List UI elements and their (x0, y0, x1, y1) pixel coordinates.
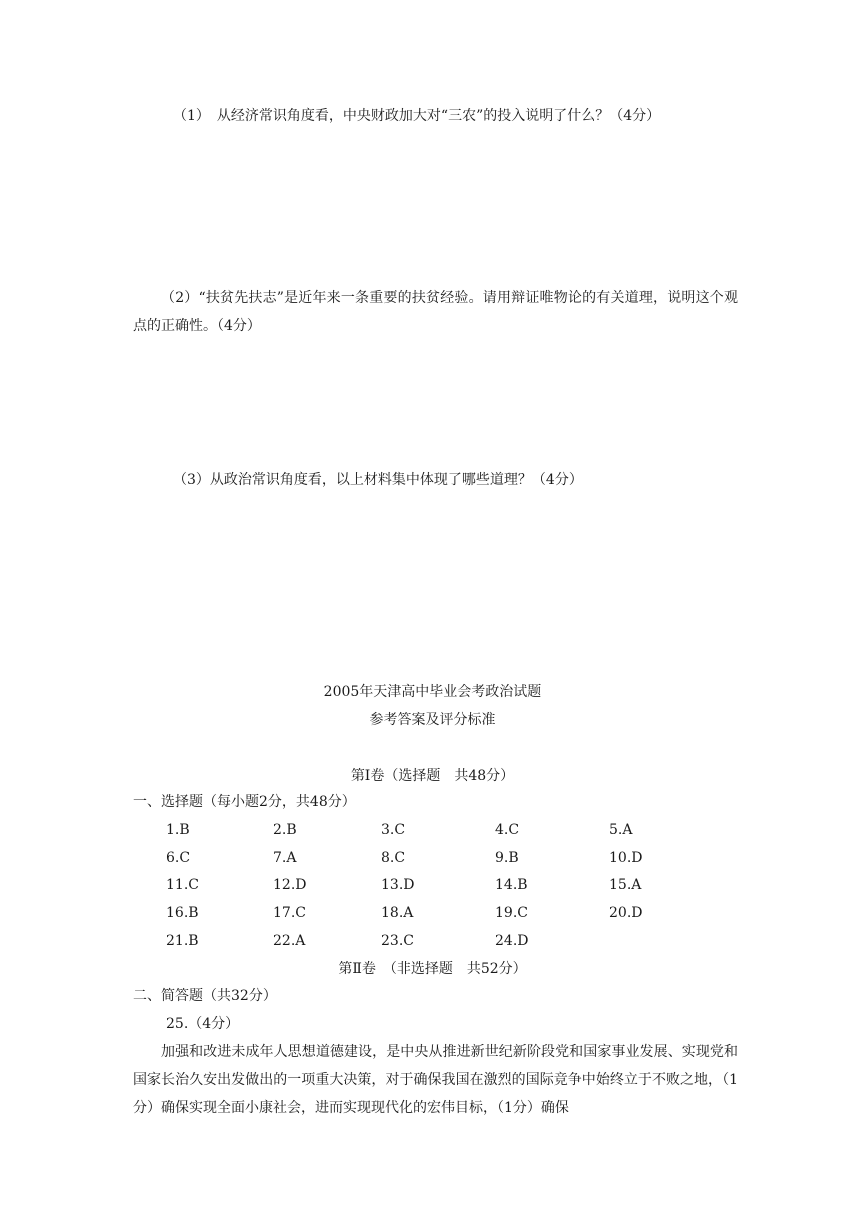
answer-cell: 24.D (495, 933, 529, 949)
answer-key-title: 2005年天津高中毕业会考政治试题 (323, 684, 542, 700)
answer-cell: 18.A (381, 905, 414, 921)
section2-heading: 二、简答题（共32分） (133, 988, 277, 1004)
answer-cell: 4.C (495, 822, 520, 838)
answer-cell: 14.B (495, 877, 528, 893)
answer-cell: 12.D (273, 877, 307, 893)
q25-answer-text: 加强和改进未成年人思想道德建设，是中央从推进新世纪新阶段党和国家事业发展、实现党和国家长治久安出发做出的一项重大决策，对于确保我国在激烈的国际竞争中始终立于不败之地，（1分）确保实现全面小康社会，进而实现现代化的宏伟目标，（1分）确保 (133, 1044, 738, 1116)
answer-cell: 2.B (273, 822, 297, 838)
answer-cell: 10.D (609, 850, 643, 866)
answer-cell: 6.C (166, 850, 191, 866)
answer-cell: 7.A (273, 850, 297, 866)
answer-cell: 16.B (166, 905, 199, 921)
answer-cell: 20.D (609, 905, 643, 921)
answer-cell: 21.B (166, 933, 199, 949)
question-3: （3）从政治常识角度看，以上材料集中体现了哪些道理？（4分） (173, 472, 583, 488)
answer-cell: 23.C (381, 933, 414, 949)
part2-heading: 第Ⅱ卷 （非选择题 共52分） (338, 961, 527, 977)
answer-cell: 19.C (495, 905, 528, 921)
answer-cell: 11.C (166, 877, 199, 893)
part1-heading: 第Ⅰ卷（选择题 共48分） (350, 768, 515, 784)
answer-cell: 1.B (166, 822, 190, 838)
answer-cell: 13.D (381, 877, 415, 893)
answer-cell: 17.C (273, 905, 306, 921)
q25-label: 25.（4分） (166, 1016, 240, 1032)
answer-cell: 9.B (495, 850, 519, 866)
question-2: （2）“扶贫先扶志”是近年来一条重要的扶贫经验。请用辩证唯物论的有关道理，说明这个观点的正确性。（4分） (133, 290, 738, 334)
question-1: （1） 从经济常识角度看，中央财政加大对“三农”的投入说明了什么？（4分） (173, 108, 661, 124)
answer-cell: 5.A (609, 822, 633, 838)
section1-heading: 一、选择题（每小题2分，共48分） (133, 794, 356, 810)
answer-cell: 22.A (273, 933, 306, 949)
answer-key-subtitle: 参考答案及评分标准 (369, 712, 496, 728)
answer-cell: 8.C (381, 850, 406, 866)
answer-cell: 3.C (381, 822, 406, 838)
answer-cell: 15.A (609, 877, 642, 893)
